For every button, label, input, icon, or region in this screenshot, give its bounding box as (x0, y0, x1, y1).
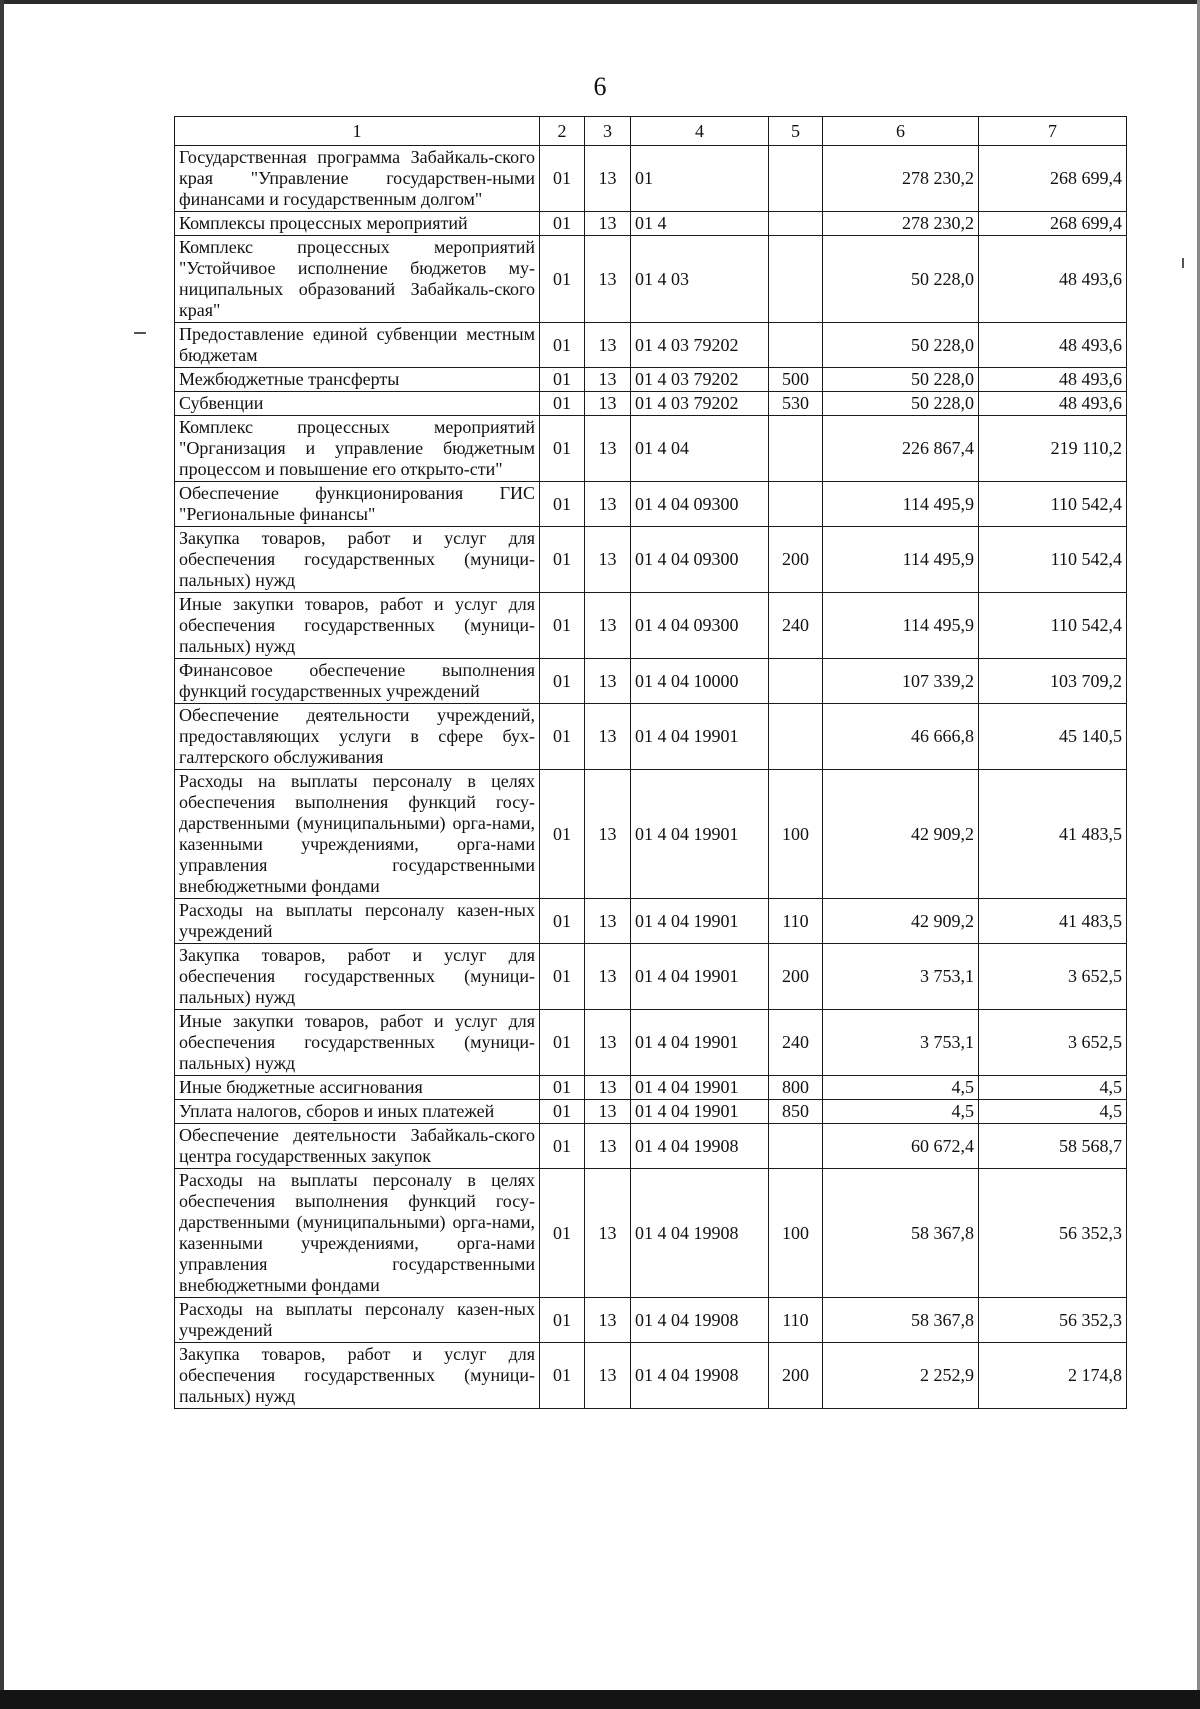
amount-year1-cell: 3 753,1 (823, 1010, 979, 1076)
amount-year2-cell: 45 140,5 (979, 704, 1127, 770)
amount-year1-cell: 58 367,8 (823, 1298, 979, 1343)
amount-year1-cell: 4,5 (823, 1076, 979, 1100)
column-header: 4 (631, 117, 769, 146)
table-row (175, 1124, 1127, 1169)
amount-year2-cell: 41 483,5 (979, 899, 1127, 944)
section-cell: 01 (540, 482, 585, 527)
expense-type-cell: 100 (769, 770, 823, 899)
expense-type-cell (769, 1124, 823, 1169)
amount-year2-cell: 268 699,4 (979, 146, 1127, 212)
amount-year1-cell: 50 228,0 (823, 323, 979, 368)
amount-year2-cell: 58 568,7 (979, 1124, 1127, 1169)
target-article-cell: 01 4 04 19908 (631, 1124, 769, 1169)
subsection-cell: 13 (585, 392, 631, 416)
subsection-cell: 13 (585, 1343, 631, 1409)
expense-type-cell: 240 (769, 1010, 823, 1076)
table-row (175, 236, 1127, 323)
subsection-cell: 13 (585, 1298, 631, 1343)
row-name-cell: Иные бюджетные ассигнования (175, 1076, 540, 1100)
table-row (175, 770, 1127, 899)
subsection-cell: 13 (585, 704, 631, 770)
row-name-cell: Расходы на выплаты персоналу в целях обеспечения выполнения функций госу-дарственными (муниципальными) орга-нами, казенными учреждениями, орга-нами управления государственными внебюджетными фондами (175, 1169, 540, 1298)
amount-year1-cell: 226 867,4 (823, 416, 979, 482)
expense-type-cell (769, 482, 823, 527)
subsection-cell: 13 (585, 236, 631, 323)
amount-year2-cell: 41 483,5 (979, 770, 1127, 899)
row-name-cell: Финансовое обеспечение выполнения функций государственных учреждений (175, 659, 540, 704)
target-article-cell: 01 (631, 146, 769, 212)
scan-mark-right (1182, 258, 1184, 268)
subsection-cell: 13 (585, 368, 631, 392)
table-row (175, 482, 1127, 527)
section-cell: 01 (540, 368, 585, 392)
section-cell: 01 (540, 659, 585, 704)
table-row (175, 212, 1127, 236)
table-row (175, 593, 1127, 659)
budget-table (174, 116, 1127, 1409)
amount-year1-cell: 46 666,8 (823, 704, 979, 770)
target-article-cell: 01 4 03 (631, 236, 769, 323)
section-cell: 01 (540, 1169, 585, 1298)
section-cell: 01 (540, 1298, 585, 1343)
section-cell: 01 (540, 899, 585, 944)
row-name-cell: Расходы на выплаты персоналу казен-ных учреждений (175, 1298, 540, 1343)
table-row (175, 704, 1127, 770)
amount-year2-cell: 110 542,4 (979, 593, 1127, 659)
target-article-cell: 01 4 04 09300 (631, 482, 769, 527)
expense-type-cell (769, 659, 823, 704)
subsection-cell: 13 (585, 1076, 631, 1100)
section-cell: 01 (540, 704, 585, 770)
subsection-cell: 13 (585, 1169, 631, 1298)
section-cell: 01 (540, 1100, 585, 1124)
row-name-cell: Расходы на выплаты персоналу казен-ных учреждений (175, 899, 540, 944)
scan-left-edge (0, 0, 4, 1709)
section-cell: 01 (540, 392, 585, 416)
target-article-cell: 01 4 04 09300 (631, 593, 769, 659)
row-name-cell: Комплекс процессных мероприятий "Организация и управление бюджетным процессом и повышение его открыто-сти" (175, 416, 540, 482)
row-name-cell: Обеспечение деятельности учреждений, предоставляющих услуги в сфере бух-галтерского обслуживания (175, 704, 540, 770)
row-name-cell: Уплата налогов, сборов и иных платежей (175, 1100, 540, 1124)
expense-type-cell: 110 (769, 899, 823, 944)
subsection-cell: 13 (585, 593, 631, 659)
row-name-cell: Иные закупки товаров, работ и услуг для обеспечения государственных (муници-пальных) нужд (175, 593, 540, 659)
expense-type-cell: 530 (769, 392, 823, 416)
table-row (175, 899, 1127, 944)
table-row (175, 944, 1127, 1010)
target-article-cell: 01 4 04 19901 (631, 1010, 769, 1076)
expense-type-cell (769, 704, 823, 770)
row-name-cell: Закупка товаров, работ и услуг для обеспечения государственных (муници-пальных) нужд (175, 527, 540, 593)
expense-type-cell (769, 416, 823, 482)
table-row (175, 323, 1127, 368)
scan-mark-left (134, 332, 146, 334)
amount-year2-cell: 56 352,3 (979, 1169, 1127, 1298)
amount-year1-cell: 58 367,8 (823, 1169, 979, 1298)
table-row (175, 146, 1127, 212)
subsection-cell: 13 (585, 323, 631, 368)
target-article-cell: 01 4 04 10000 (631, 659, 769, 704)
amount-year2-cell: 3 652,5 (979, 944, 1127, 1010)
target-article-cell: 01 4 04 09300 (631, 527, 769, 593)
amount-year2-cell: 2 174,8 (979, 1343, 1127, 1409)
amount-year2-cell: 48 493,6 (979, 236, 1127, 323)
column-header: 5 (769, 117, 823, 146)
expense-type-cell: 200 (769, 527, 823, 593)
subsection-cell: 13 (585, 944, 631, 1010)
table-row (175, 1076, 1127, 1100)
target-article-cell: 01 4 03 79202 (631, 368, 769, 392)
column-header: 3 (585, 117, 631, 146)
expense-type-cell: 500 (769, 368, 823, 392)
table-header-row (175, 117, 1127, 146)
target-article-cell: 01 4 04 19908 (631, 1169, 769, 1298)
table-row (175, 416, 1127, 482)
subsection-cell: 13 (585, 1010, 631, 1076)
amount-year2-cell: 48 493,6 (979, 392, 1127, 416)
section-cell: 01 (540, 593, 585, 659)
section-cell: 01 (540, 416, 585, 482)
expense-type-cell (769, 146, 823, 212)
amount-year1-cell: 114 495,9 (823, 593, 979, 659)
subsection-cell: 13 (585, 1124, 631, 1169)
row-name-cell: Иные закупки товаров, работ и услуг для обеспечения государственных (муници-пальных) нужд (175, 1010, 540, 1076)
subsection-cell: 13 (585, 770, 631, 899)
amount-year1-cell: 42 909,2 (823, 899, 979, 944)
amount-year2-cell: 56 352,3 (979, 1298, 1127, 1343)
row-name-cell: Субвенции (175, 392, 540, 416)
expense-type-cell: 200 (769, 944, 823, 1010)
subsection-cell: 13 (585, 482, 631, 527)
subsection-cell: 13 (585, 212, 631, 236)
amount-year1-cell: 114 495,9 (823, 527, 979, 593)
amount-year1-cell: 2 252,9 (823, 1343, 979, 1409)
amount-year2-cell: 3 652,5 (979, 1010, 1127, 1076)
amount-year1-cell: 278 230,2 (823, 212, 979, 236)
target-article-cell: 01 4 04 19901 (631, 1100, 769, 1124)
table-row (175, 1298, 1127, 1343)
table-row (175, 527, 1127, 593)
expense-type-cell (769, 236, 823, 323)
target-article-cell: 01 4 03 79202 (631, 392, 769, 416)
expense-type-cell: 850 (769, 1100, 823, 1124)
expense-type-cell (769, 212, 823, 236)
section-cell: 01 (540, 1343, 585, 1409)
amount-year1-cell: 278 230,2 (823, 146, 979, 212)
amount-year2-cell: 4,5 (979, 1100, 1127, 1124)
table-row (175, 1010, 1127, 1076)
subsection-cell: 13 (585, 416, 631, 482)
expense-type-cell: 800 (769, 1076, 823, 1100)
amount-year1-cell: 107 339,2 (823, 659, 979, 704)
amount-year1-cell: 114 495,9 (823, 482, 979, 527)
column-header: 7 (979, 117, 1127, 146)
section-cell: 01 (540, 770, 585, 899)
amount-year2-cell: 4,5 (979, 1076, 1127, 1100)
row-name-cell: Закупка товаров, работ и услуг для обеспечения государственных (муници-пальных) нужд (175, 944, 540, 1010)
section-cell: 01 (540, 236, 585, 323)
target-article-cell: 01 4 04 19901 (631, 770, 769, 899)
row-name-cell: Закупка товаров, работ и услуг для обеспечения государственных (муници-пальных) нужд (175, 1343, 540, 1409)
row-name-cell: Предоставление единой субвенции местным бюджетам (175, 323, 540, 368)
column-header: 1 (175, 117, 540, 146)
table-row (175, 1343, 1127, 1409)
expense-type-cell (769, 323, 823, 368)
section-cell: 01 (540, 323, 585, 368)
target-article-cell: 01 4 04 19908 (631, 1298, 769, 1343)
section-cell: 01 (540, 944, 585, 1010)
target-article-cell: 01 4 04 19908 (631, 1343, 769, 1409)
target-article-cell: 01 4 (631, 212, 769, 236)
amount-year1-cell: 50 228,0 (823, 236, 979, 323)
amount-year2-cell: 268 699,4 (979, 212, 1127, 236)
scan-top-edge (0, 0, 1200, 4)
row-name-cell: Государственная программа Забайкаль-ского края "Управление государствен-ными финансами и государственным долгом" (175, 146, 540, 212)
expense-type-cell: 200 (769, 1343, 823, 1409)
column-header: 6 (823, 117, 979, 146)
section-cell: 01 (540, 527, 585, 593)
subsection-cell: 13 (585, 899, 631, 944)
expense-type-cell: 110 (769, 1298, 823, 1343)
section-cell: 01 (540, 1010, 585, 1076)
amount-year1-cell: 50 228,0 (823, 368, 979, 392)
row-name-cell: Комплекс процессных мероприятий "Устойчивое исполнение бюджетов му-ниципальных образований Забайкаль-ского края" (175, 236, 540, 323)
target-article-cell: 01 4 04 19901 (631, 1076, 769, 1100)
amount-year2-cell: 48 493,6 (979, 323, 1127, 368)
table-row (175, 659, 1127, 704)
table-row (175, 392, 1127, 416)
amount-year1-cell: 50 228,0 (823, 392, 979, 416)
page-number: 6 (593, 72, 607, 101)
amount-year1-cell: 3 753,1 (823, 944, 979, 1010)
column-header: 2 (540, 117, 585, 146)
section-cell: 01 (540, 1124, 585, 1169)
row-name-cell: Комплексы процессных мероприятий (175, 212, 540, 236)
amount-year1-cell: 4,5 (823, 1100, 979, 1124)
subsection-cell: 13 (585, 527, 631, 593)
amount-year2-cell: 110 542,4 (979, 527, 1127, 593)
scan-bottom-edge (0, 1690, 1200, 1709)
target-article-cell: 01 4 04 19901 (631, 944, 769, 1010)
table-row (175, 1100, 1127, 1124)
amount-year1-cell: 60 672,4 (823, 1124, 979, 1169)
table-row (175, 368, 1127, 392)
amount-year2-cell: 110 542,4 (979, 482, 1127, 527)
amount-year2-cell: 219 110,2 (979, 416, 1127, 482)
target-article-cell: 01 4 04 19901 (631, 899, 769, 944)
target-article-cell: 01 4 04 19901 (631, 704, 769, 770)
row-name-cell: Обеспечение функционирования ГИС "Региональные финансы" (175, 482, 540, 527)
row-name-cell: Обеспечение деятельности Забайкаль-ского центра государственных закупок (175, 1124, 540, 1169)
subsection-cell: 13 (585, 146, 631, 212)
amount-year2-cell: 48 493,6 (979, 368, 1127, 392)
row-name-cell: Межбюджетные трансферты (175, 368, 540, 392)
section-cell: 01 (540, 1076, 585, 1100)
row-name-cell: Расходы на выплаты персоналу в целях обеспечения выполнения функций госу-дарственными (муниципальными) орга-нами, казенными учреждениями, орга-нами управления государственными внебюджетными фондами (175, 770, 540, 899)
amount-year2-cell: 103 709,2 (979, 659, 1127, 704)
subsection-cell: 13 (585, 659, 631, 704)
subsection-cell: 13 (585, 1100, 631, 1124)
expense-type-cell: 240 (769, 593, 823, 659)
expense-type-cell: 100 (769, 1169, 823, 1298)
section-cell: 01 (540, 146, 585, 212)
table-row (175, 1169, 1127, 1298)
amount-year1-cell: 42 909,2 (823, 770, 979, 899)
section-cell: 01 (540, 212, 585, 236)
target-article-cell: 01 4 04 (631, 416, 769, 482)
target-article-cell: 01 4 03 79202 (631, 323, 769, 368)
